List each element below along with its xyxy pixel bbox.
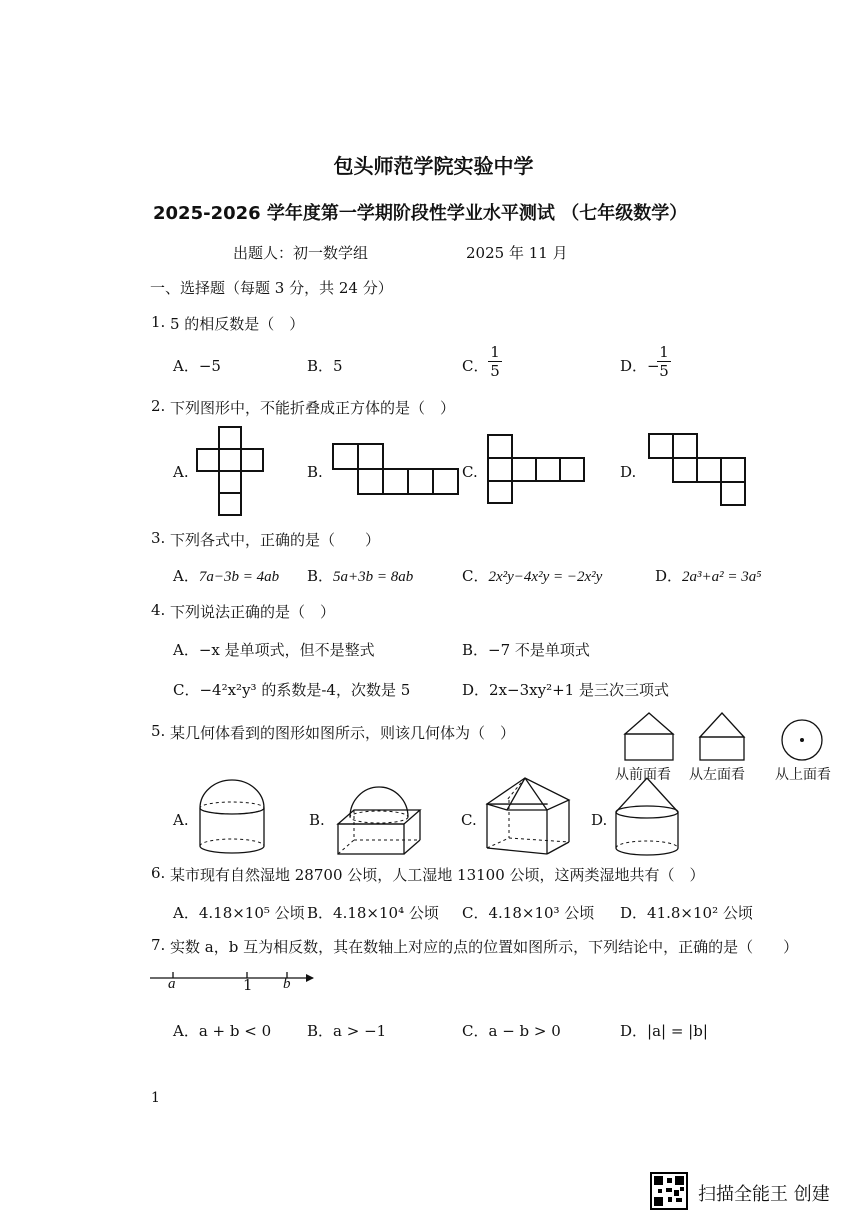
- q1-option-b: B．5: [307, 357, 343, 375]
- q2-net-c: [487, 434, 587, 504]
- q6-stem: 某市现有自然湿地 28700 公顷，人工湿地 13100 公顷，这两类湿地共有（ ）: [170, 866, 705, 884]
- q6-number: 6.: [151, 864, 166, 882]
- q4-stem: 下列说法正确的是（ ）: [170, 603, 336, 621]
- q4-option-a: A．−x 是单项式，但不是整式: [173, 641, 375, 659]
- q7-stem: 实数 a，b 互为相反数，其在数轴上对应的点的位置如图所示，下列结论中，正确的是（ ）: [170, 938, 799, 956]
- section-title: 一、选择题（每题 3 分，共 24 分）: [150, 279, 393, 297]
- view-caption-top: 从上面看: [775, 767, 831, 783]
- school-name: 包头师范学院实验中学: [333, 154, 534, 178]
- q3-stem: 下列各式中，正确的是（ ）: [170, 531, 381, 549]
- exam-title: 2025-2026 学年度第一学期阶段性学业水平测试 （七年级数学）: [153, 203, 688, 224]
- fraction-denominator: 5: [657, 361, 671, 380]
- q1-option-c: C．: [462, 357, 489, 375]
- fraction-denominator: 5: [488, 361, 502, 380]
- q2-stem: 下列图形中，不能折叠成正方体的是（ ）: [170, 399, 456, 417]
- view-caption-front: 从前面看: [615, 767, 671, 783]
- solid-a-hemisphere-cylinder: [197, 778, 267, 856]
- q2-label-d: D.: [620, 463, 637, 481]
- q6-option-d: D．41.8×10² 公顷: [620, 904, 753, 922]
- q1-option-d: D．−: [620, 357, 660, 375]
- q2-number: 2.: [151, 397, 166, 415]
- front-view-figure: [623, 712, 675, 762]
- exam-date: 2025 年 11 月: [466, 244, 568, 262]
- q3-option-a: A．7a−3b = 4ab: [173, 567, 280, 585]
- q3-number: 3.: [151, 529, 166, 547]
- q2-label-a: A.: [173, 463, 189, 481]
- solid-d-cone-cylinder: [613, 776, 681, 858]
- q4-number: 4.: [151, 601, 166, 619]
- q3-option-b: B．5a+3b = 8ab: [307, 567, 414, 585]
- q1-fraction-c: [488, 343, 502, 380]
- author-line: 出题人：初一数学组: [233, 244, 369, 262]
- q7-option-d: D．|a| = |b|: [620, 1022, 708, 1040]
- q2-net-d: [648, 433, 748, 506]
- qr-code-icon: [650, 1172, 688, 1210]
- solid-b-hemisphere-box: [336, 780, 422, 856]
- fraction-numerator: 1: [490, 343, 500, 361]
- q1-stem: 5 的相反数是（ ）: [170, 315, 305, 333]
- q6-option-b: B．4.18×10⁴ 公顷: [307, 904, 439, 922]
- q5-label-b: B.: [309, 811, 325, 829]
- q2-label-c: C.: [462, 463, 478, 481]
- q2-net-b: [332, 443, 459, 495]
- left-view-figure: [698, 712, 746, 762]
- q4-option-c: C．−4²x²y³ 的系数是-4，次数是 5: [173, 681, 411, 699]
- solid-c-pyramid-box: [485, 776, 571, 856]
- page-number: 1: [151, 1090, 160, 1106]
- q1-fraction-d: [657, 343, 671, 380]
- q1-number: 1.: [151, 313, 166, 331]
- q1-option-a: A．−5: [173, 357, 221, 375]
- q2-net-a: [196, 426, 266, 516]
- q2-label-b: B.: [307, 463, 323, 481]
- scanner-watermark: 扫描全能王 创建: [698, 1184, 830, 1205]
- q5-number: 5.: [151, 722, 166, 740]
- q5-stem: 某几何体看到的图形如图所示，则该几何体为（ ）: [170, 724, 516, 742]
- q7-option-a: A．a + b < 0: [173, 1022, 272, 1040]
- q4-option-d: D．2x−3xy²+1 是三次三项式: [462, 681, 669, 699]
- fraction-numerator: 1: [659, 343, 669, 361]
- q7-option-c: C．a − b > 0: [462, 1022, 561, 1040]
- q7-number: 7.: [151, 936, 166, 954]
- q7-option-b: B．a > −1: [307, 1022, 387, 1040]
- q6-option-a: A．4.18×10⁵ 公顷: [173, 904, 305, 922]
- q6-option-c: C．4.18×10³ 公顷: [462, 904, 595, 922]
- q5-label-d: D.: [591, 811, 608, 829]
- axis-label-a: a: [168, 976, 176, 992]
- q4-option-b: B．−7 不是单项式: [462, 641, 590, 659]
- q3-option-d: D．2a³+a² = 3a⁵: [655, 567, 762, 585]
- axis-label-b: b: [283, 976, 291, 992]
- q5-label-a: A.: [173, 811, 189, 829]
- top-view-figure: [780, 718, 824, 762]
- q5-label-c: C.: [461, 811, 477, 829]
- axis-label-1: 1: [243, 976, 253, 994]
- view-caption-left: 从左面看: [689, 767, 745, 783]
- q3-option-c: C．2x²y−4x²y = −2x²y: [462, 567, 603, 585]
